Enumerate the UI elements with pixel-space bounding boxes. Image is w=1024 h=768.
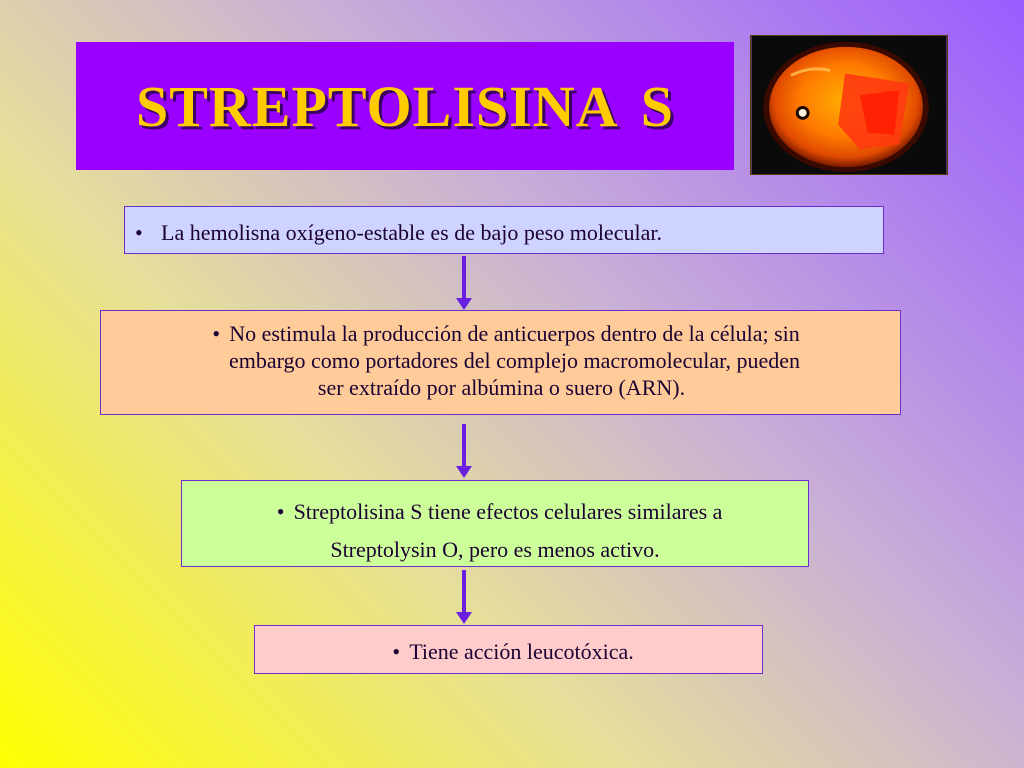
bullet: •: [276, 499, 285, 524]
box-text-line: ser extraído por albúmina o suero (ARN).: [317, 375, 686, 400]
bullet: •: [212, 321, 221, 346]
box-text: Tiene acción leucotóxica.: [409, 639, 634, 664]
box-text-line: • No estimula la producción de anticuerpos dentro de la célula; sin: [113, 320, 890, 347]
slide-title: STREPTOLISINA S: [135, 73, 675, 139]
bullet: •: [135, 220, 143, 245]
info-box-cellular-effects: [181, 480, 809, 567]
bullet: •: [392, 639, 401, 664]
box-text-line: • Streptolisina S tiene efectos celulares similares a: [192, 493, 798, 531]
info-box-molecular-weight: [124, 206, 884, 254]
info-box-antibodies: [100, 310, 901, 415]
info-box-leukotoxic: [254, 625, 763, 674]
box-text-line: Streptolysin O, pero es menos activo.: [330, 537, 660, 562]
box-text: La hemolisna oxígeno-estable es de bajo peso molecular.: [161, 220, 662, 245]
blood-agar-petri-dish-icon: [750, 35, 948, 175]
title-banner: [76, 42, 734, 170]
box-text-line: embargo como portadores del complejo macromolecular, pueden: [228, 348, 801, 373]
